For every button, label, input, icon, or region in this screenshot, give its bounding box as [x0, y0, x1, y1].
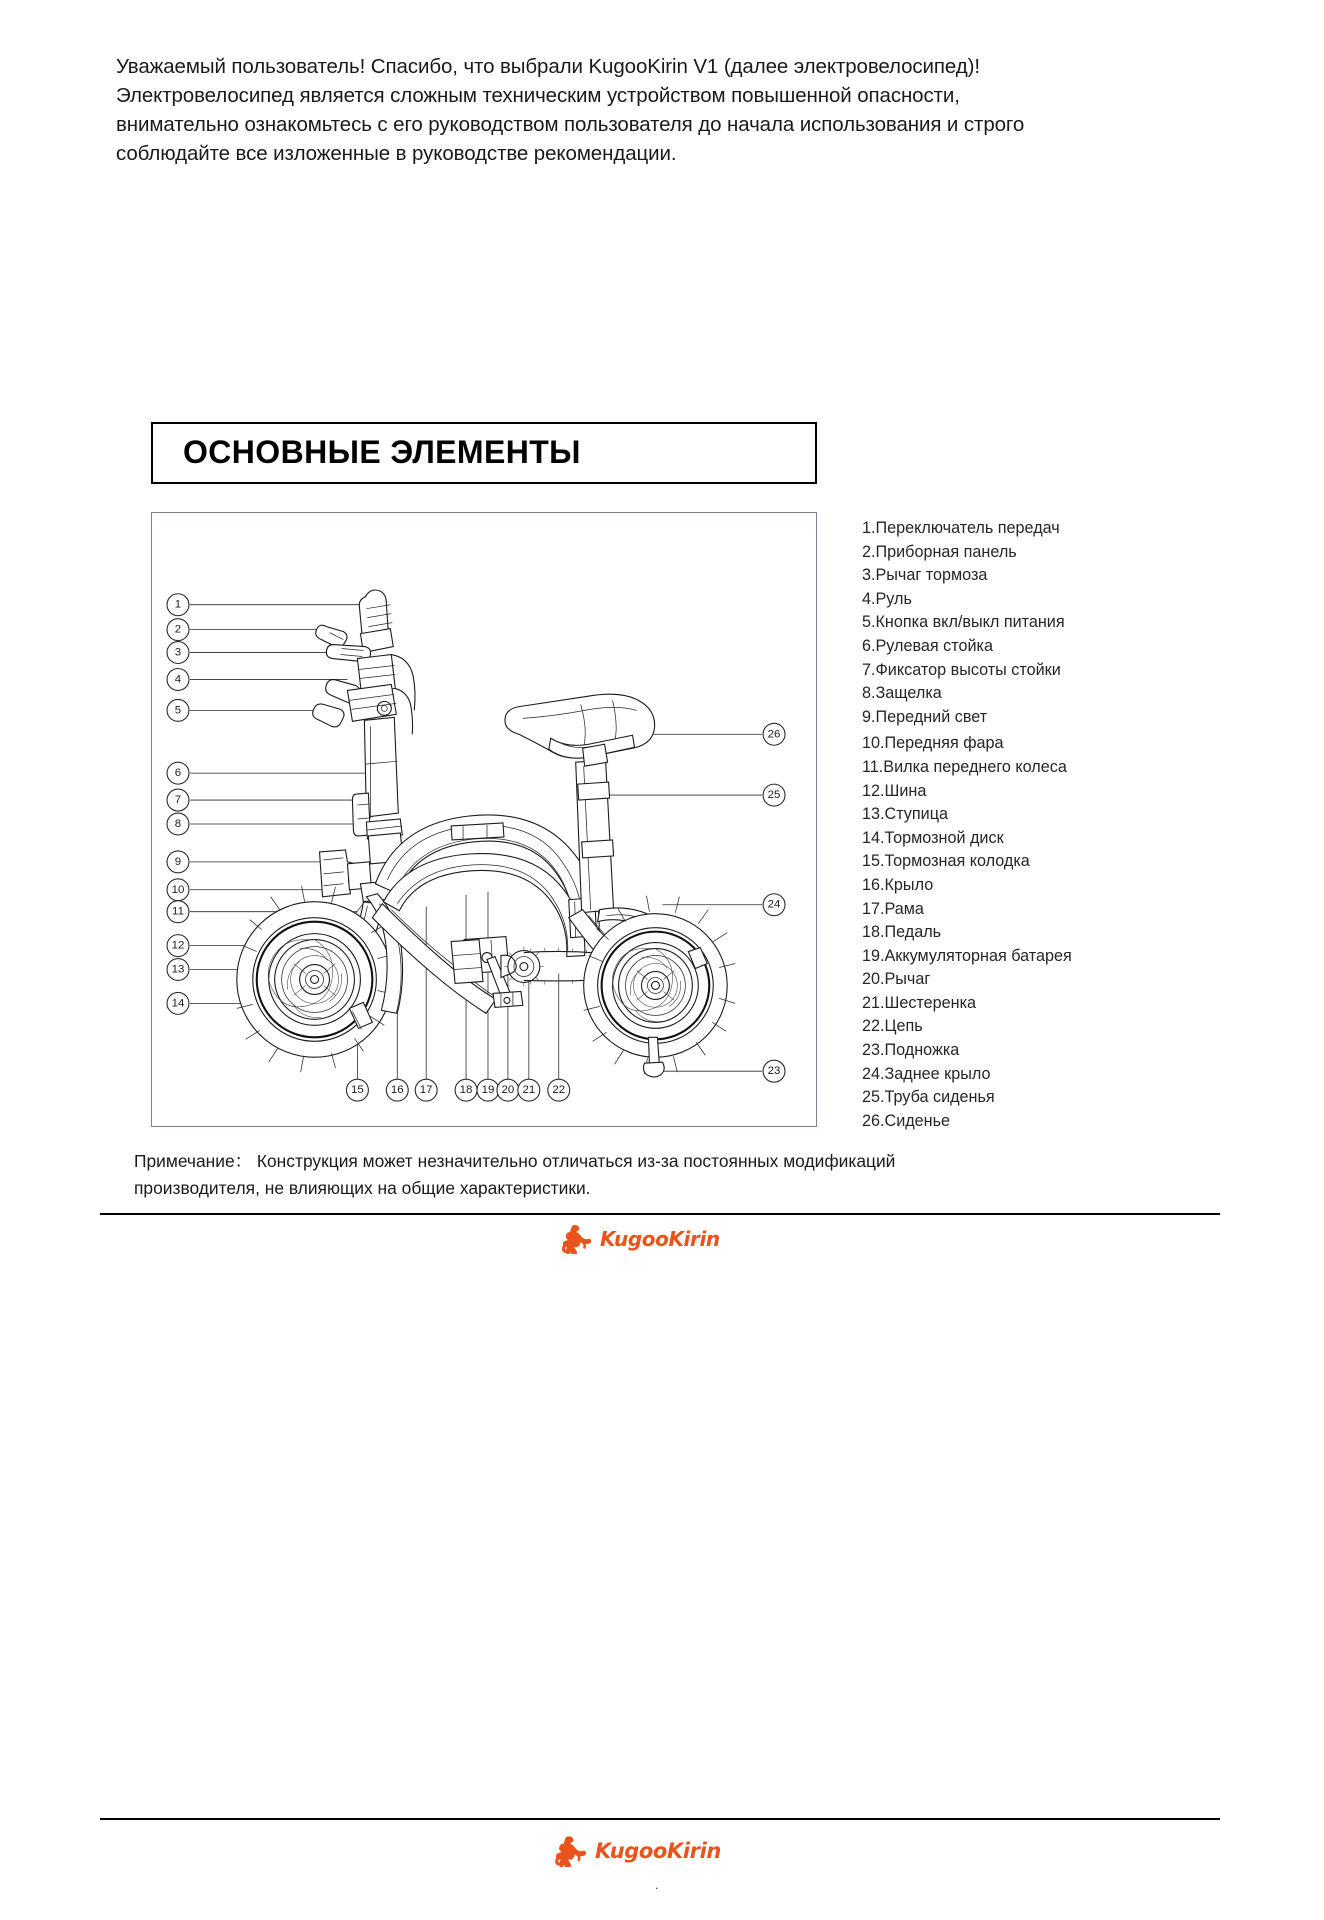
page-title: ОСНОВНЫЕ ЭЛЕМЕНТЫ	[183, 434, 581, 470]
list-item: 7.Фиксатор высоты стойки	[862, 660, 1061, 679]
list-item: 24.Заднее крыло	[862, 1064, 991, 1083]
callout-26	[763, 723, 785, 745]
list-item: 14.Тормозной диск	[862, 828, 1004, 847]
callout-2	[167, 619, 189, 641]
callouts-left	[167, 594, 189, 1015]
svg-text:14: 14	[171, 997, 185, 1010]
list-item: 15.Тормозная колодка	[862, 852, 1030, 871]
seat-tube	[576, 760, 614, 913]
svg-text:19: 19	[481, 1084, 495, 1097]
list-item: 16.Крыло	[862, 875, 934, 894]
callouts-bottom	[346, 1079, 569, 1101]
callout-3	[167, 642, 189, 664]
note-text	[134, 1148, 1174, 1202]
svg-text:6: 6	[174, 767, 182, 780]
callout-6	[167, 762, 189, 784]
note-line-2: производителя, не влияющих на общие характеристики.	[134, 1178, 591, 1198]
svg-text:2: 2	[174, 623, 182, 636]
svg-text:9: 9	[174, 855, 182, 868]
list-item: 5.Кнопка вкл/выкл питания	[862, 613, 1065, 632]
brand-name: KugooKirin	[595, 1839, 721, 1863]
callout-1	[167, 594, 189, 616]
list-item: 20.Рычаг	[862, 970, 931, 989]
callout-11	[167, 901, 189, 923]
callout-16	[386, 1079, 408, 1101]
svg-text:13: 13	[171, 963, 185, 976]
list-item: 4.Руль	[862, 589, 912, 608]
svg-text:24: 24	[767, 898, 781, 911]
footer-divider-bottom	[100, 1818, 1220, 1820]
svg-text:25: 25	[767, 789, 781, 802]
bicycle-diagram	[152, 513, 816, 1126]
main-frame	[372, 815, 599, 1013]
list-item: 26.Сиденье	[862, 1111, 951, 1130]
footer-divider-top	[100, 1213, 1220, 1215]
svg-text:26: 26	[767, 728, 781, 741]
callout-21	[518, 1079, 540, 1101]
svg-text:22: 22	[552, 1084, 566, 1097]
intro-line-3: внимательно ознакомьтесь с его руководством пользователя до начала использования и строго	[116, 113, 1025, 136]
bicycle-diagram-frame	[151, 512, 817, 1127]
list-item: 22.Цепь	[862, 1017, 923, 1036]
svg-text:15: 15	[351, 1084, 364, 1097]
svg-text:16: 16	[390, 1084, 404, 1097]
svg-text:21: 21	[522, 1084, 536, 1097]
brand-logo-top	[559, 1224, 720, 1254]
saddle	[505, 694, 655, 766]
kirin-mascot-icon	[552, 1835, 590, 1867]
list-item: 23.Подножка	[862, 1041, 960, 1060]
callout-12	[167, 935, 189, 957]
callout-18	[455, 1079, 477, 1101]
svg-text:5: 5	[174, 704, 182, 717]
list-item: 3.Рычаг тормоза	[862, 566, 988, 585]
list-item: 8.Защелка	[862, 684, 942, 703]
brand-logo-bottom	[552, 1835, 721, 1867]
parts-legend-list	[862, 517, 1162, 1133]
page-marker: .	[655, 1878, 659, 1892]
callout-7	[167, 789, 189, 811]
list-item: 9.Передний свет	[862, 707, 988, 726]
list-item: 2.Приборная панель	[862, 542, 1017, 561]
handlebar-assembly	[313, 590, 415, 734]
bicycle-illustration	[237, 590, 735, 1077]
list-item: 25.Труба сиденья	[862, 1088, 995, 1107]
svg-text:12: 12	[171, 939, 185, 952]
svg-text:3: 3	[174, 646, 182, 659]
callout-8	[167, 813, 189, 835]
callouts-right	[763, 723, 785, 1082]
rear-wheel	[584, 896, 736, 1074]
svg-text:10: 10	[171, 883, 185, 896]
svg-text:18: 18	[459, 1084, 473, 1097]
callout-24	[763, 894, 785, 916]
svg-text:11: 11	[172, 905, 184, 918]
callout-15	[346, 1079, 368, 1101]
callout-20	[497, 1079, 519, 1101]
intro-line-4: соблюдайте все изложенные в руководстве рекомендации.	[116, 142, 677, 165]
section-title-box	[151, 422, 817, 484]
callout-17	[415, 1079, 437, 1101]
callout-19	[477, 1079, 499, 1101]
svg-text:20: 20	[501, 1084, 515, 1097]
list-item: 21.Шестеренка	[862, 993, 977, 1012]
svg-text:7: 7	[174, 794, 182, 807]
callout-13	[167, 959, 189, 981]
list-item: 17.Рама	[862, 899, 924, 918]
brand-name: KugooKirin	[600, 1227, 720, 1251]
callout-23	[763, 1060, 785, 1082]
svg-text:23: 23	[767, 1065, 781, 1078]
callout-10	[167, 879, 189, 901]
svg-text:1: 1	[174, 598, 182, 611]
kirin-mascot-icon	[559, 1224, 595, 1254]
battery-pack	[451, 940, 483, 984]
list-item: 12.Шина	[862, 781, 927, 800]
callout-9	[167, 851, 189, 873]
list-item: 1.Переключатель передач	[862, 519, 1060, 537]
callout-22	[548, 1079, 570, 1101]
callout-14	[167, 992, 189, 1014]
callout-4	[167, 668, 189, 690]
intro-line-2: Электровелосипед является сложным техническим устройством повышенной опасности,	[116, 84, 960, 107]
callout-25	[763, 784, 785, 806]
list-item: 18.Педаль	[862, 923, 942, 942]
list-item: 11.Вилка переднего колеса	[862, 757, 1067, 776]
note-line-1: Примечание： Конструкция может незначительно отличаться из-за постоянных модификаций	[134, 1151, 896, 1171]
intro-paragraph	[116, 52, 1206, 168]
steering-column	[352, 717, 403, 864]
svg-text:17: 17	[419, 1084, 433, 1097]
list-item: 10.Передняя фара	[862, 734, 1004, 753]
svg-text:4: 4	[174, 673, 182, 686]
list-item: 19.Аккумуляторная батарея	[862, 946, 1072, 965]
callout-5	[167, 699, 189, 721]
list-item: 6.Рулевая стойка	[862, 636, 993, 655]
intro-line-1: Уважаемый пользователь! Спасибо, что выбрали KugooKirin V1 (далее электровелосипед)!	[116, 55, 980, 78]
list-item: 13.Ступица	[862, 805, 948, 824]
svg-text:8: 8	[174, 817, 182, 830]
